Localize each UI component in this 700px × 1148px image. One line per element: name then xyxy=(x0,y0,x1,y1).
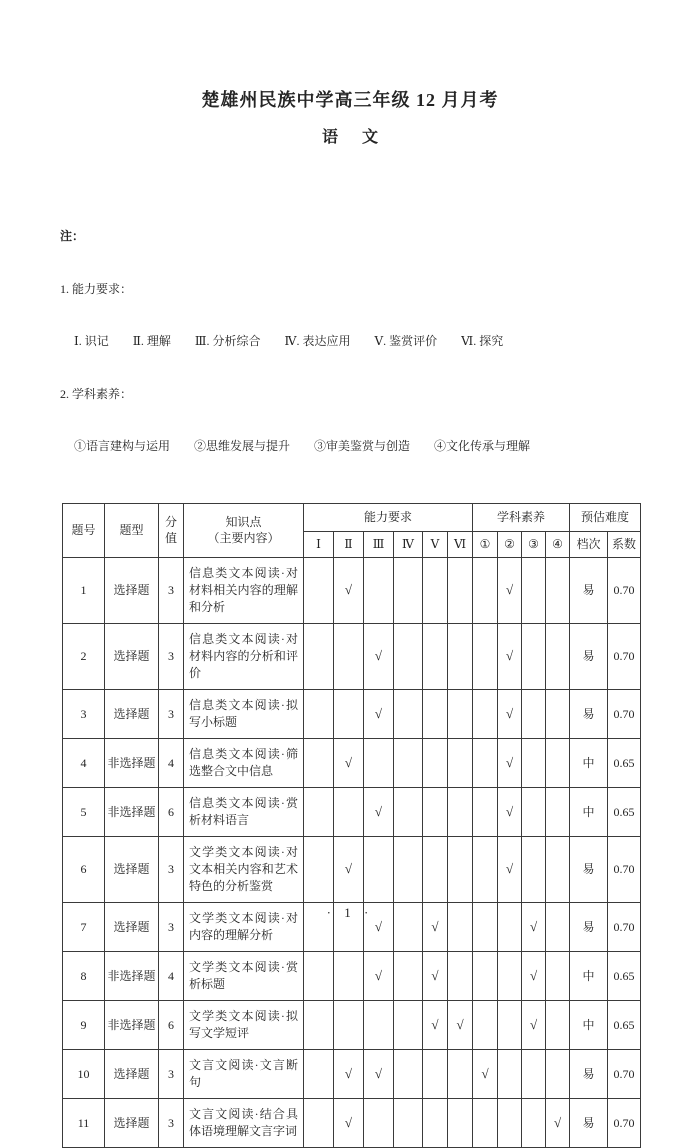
cell-difficulty-coefficient: 0.65 xyxy=(608,787,641,836)
cell-points: 3 xyxy=(159,1098,184,1147)
cell-question-type: 选择题 xyxy=(105,902,159,951)
cell-ability-4 xyxy=(394,1049,423,1098)
cell-ability-1 xyxy=(304,557,334,623)
cell-question-no: 4 xyxy=(63,738,105,787)
cell-literacy-4 xyxy=(546,1049,570,1098)
col-header-ability-4: Ⅳ xyxy=(394,531,423,557)
exam-blueprint-table xyxy=(62,503,641,1148)
cell-literacy-1 xyxy=(473,1000,498,1049)
cell-ability-6 xyxy=(448,1049,473,1098)
cell-ability-2 xyxy=(334,689,364,738)
cell-literacy-2: √ xyxy=(498,836,522,902)
cell-literacy-4 xyxy=(546,557,570,623)
cell-question-no: 8 xyxy=(63,951,105,1000)
cell-difficulty-level: 易 xyxy=(570,557,608,623)
cell-ability-4 xyxy=(394,689,423,738)
cell-difficulty-level: 易 xyxy=(570,902,608,951)
cell-ability-4 xyxy=(394,738,423,787)
cell-literacy-3 xyxy=(522,1098,546,1147)
cell-literacy-4 xyxy=(546,787,570,836)
cell-difficulty-coefficient: 0.70 xyxy=(608,557,641,623)
cell-question-type: 选择题 xyxy=(105,1098,159,1147)
cell-knowledge: 信息类文本阅读·赏析材料语言 xyxy=(184,787,304,836)
cell-ability-2 xyxy=(334,787,364,836)
cell-ability-6 xyxy=(448,623,473,689)
group-header-literacy: 学科素养 xyxy=(473,503,570,531)
cell-ability-5: √ xyxy=(423,1000,448,1049)
cell-difficulty-level: 易 xyxy=(570,1049,608,1098)
cell-knowledge: 文学类文本阅读·拟写文学短评 xyxy=(184,1000,304,1049)
page-number: · 1 · xyxy=(326,905,374,920)
cell-literacy-3 xyxy=(522,738,546,787)
cell-ability-1 xyxy=(304,1000,334,1049)
cell-difficulty-coefficient: 0.70 xyxy=(608,623,641,689)
cell-literacy-4 xyxy=(546,836,570,902)
col-header-ability-5: Ⅴ xyxy=(423,531,448,557)
cell-literacy-2 xyxy=(498,1098,522,1147)
cell-question-type: 选择题 xyxy=(105,836,159,902)
cell-ability-5 xyxy=(423,787,448,836)
table-row xyxy=(63,951,641,1000)
cell-knowledge: 文学类文本阅读·对内容的理解分析 xyxy=(184,902,304,951)
cell-literacy-3 xyxy=(522,689,546,738)
cell-difficulty-level: 易 xyxy=(570,836,608,902)
cell-ability-1 xyxy=(304,951,334,1000)
cell-knowledge: 文学类文本阅读·赏析标题 xyxy=(184,951,304,1000)
cell-literacy-1: √ xyxy=(473,1049,498,1098)
cell-difficulty-level: 中 xyxy=(570,951,608,1000)
cell-question-type: 非选择题 xyxy=(105,951,159,1000)
cell-ability-3: √ xyxy=(364,951,394,1000)
cell-literacy-3 xyxy=(522,1049,546,1098)
cell-ability-6 xyxy=(448,787,473,836)
cell-points: 3 xyxy=(159,623,184,689)
notes-literacy-title: 2. 学科素养： xyxy=(60,386,133,401)
cell-literacy-2 xyxy=(498,1000,522,1049)
cell-difficulty-coefficient: 0.70 xyxy=(608,689,641,738)
cell-difficulty-coefficient: 0.70 xyxy=(608,1049,641,1098)
cell-knowledge: 信息类文本阅读·对材料相关内容的理解和分析 xyxy=(184,557,304,623)
cell-literacy-2: √ xyxy=(498,738,522,787)
cell-question-no: 9 xyxy=(63,1000,105,1049)
cell-question-no: 10 xyxy=(63,1049,105,1098)
cell-question-no: 6 xyxy=(63,836,105,902)
table-row xyxy=(63,738,641,787)
cell-literacy-1 xyxy=(473,787,498,836)
col-header-literacy-1: ① xyxy=(473,531,498,557)
cell-points: 6 xyxy=(159,1000,184,1049)
cell-ability-1 xyxy=(304,623,334,689)
col-header-literacy-2: ② xyxy=(498,531,522,557)
col-header-literacy-4: ④ xyxy=(546,531,570,557)
cell-ability-1 xyxy=(304,1098,334,1147)
cell-ability-5 xyxy=(423,1098,448,1147)
cell-literacy-3 xyxy=(522,557,546,623)
cell-ability-3: √ xyxy=(364,623,394,689)
group-header-difficulty: 预估难度 xyxy=(570,503,641,531)
cell-ability-3 xyxy=(364,557,394,623)
table-row xyxy=(63,1000,641,1049)
cell-ability-2: √ xyxy=(334,836,364,902)
cell-ability-2: √ xyxy=(334,1049,364,1098)
cell-ability-5 xyxy=(423,738,448,787)
cell-ability-4 xyxy=(394,951,423,1000)
notes-label: 注： xyxy=(60,229,85,243)
col-header-difficulty-coefficient: 系数 xyxy=(608,531,641,557)
cell-literacy-2 xyxy=(498,1049,522,1098)
cell-literacy-3: √ xyxy=(522,1000,546,1049)
cell-difficulty-level: 易 xyxy=(570,623,608,689)
cell-difficulty-level: 中 xyxy=(570,787,608,836)
cell-ability-4 xyxy=(394,836,423,902)
cell-literacy-3 xyxy=(522,787,546,836)
cell-difficulty-coefficient: 0.65 xyxy=(608,951,641,1000)
col-header-question-type: 题型 xyxy=(105,503,159,557)
cell-ability-6 xyxy=(448,557,473,623)
cell-literacy-1 xyxy=(473,557,498,623)
cell-literacy-2: √ xyxy=(498,689,522,738)
cell-question-no: 3 xyxy=(63,689,105,738)
cell-ability-5: √ xyxy=(423,902,448,951)
cell-literacy-2: √ xyxy=(498,623,522,689)
cell-literacy-2: √ xyxy=(498,787,522,836)
cell-ability-4 xyxy=(394,557,423,623)
cell-ability-4 xyxy=(394,1098,423,1147)
cell-literacy-4 xyxy=(546,738,570,787)
cell-ability-4 xyxy=(394,787,423,836)
cell-question-type: 选择题 xyxy=(105,1049,159,1098)
cell-difficulty-coefficient: 0.65 xyxy=(608,1000,641,1049)
col-header-question-no: 题号 xyxy=(63,503,105,557)
cell-question-no: 11 xyxy=(63,1098,105,1147)
cell-ability-3 xyxy=(364,1098,394,1147)
cell-ability-2 xyxy=(334,1000,364,1049)
cell-ability-5 xyxy=(423,557,448,623)
cell-points: 6 xyxy=(159,787,184,836)
cell-ability-6 xyxy=(448,738,473,787)
cell-literacy-1 xyxy=(473,836,498,902)
cell-ability-4 xyxy=(394,1000,423,1049)
cell-question-type: 选择题 xyxy=(105,689,159,738)
cell-question-no: 5 xyxy=(63,787,105,836)
cell-difficulty-level: 中 xyxy=(570,738,608,787)
col-header-knowledge-line1: 知识点 xyxy=(225,515,262,529)
cell-difficulty-level: 易 xyxy=(570,1098,608,1147)
cell-question-no: 2 xyxy=(63,623,105,689)
cell-literacy-1 xyxy=(473,738,498,787)
cell-literacy-3 xyxy=(522,623,546,689)
cell-question-type: 选择题 xyxy=(105,557,159,623)
cell-literacy-4 xyxy=(546,1000,570,1049)
cell-ability-6 xyxy=(448,689,473,738)
table-row xyxy=(63,836,641,902)
cell-ability-1 xyxy=(304,689,334,738)
col-header-ability-1: Ⅰ xyxy=(304,531,334,557)
cell-points: 4 xyxy=(159,738,184,787)
page-title: 楚雄州民族中学高三年级 12 月月考 xyxy=(201,90,499,110)
cell-ability-5 xyxy=(423,623,448,689)
cell-literacy-3 xyxy=(522,836,546,902)
col-header-ability-2: Ⅱ xyxy=(334,531,364,557)
cell-points: 3 xyxy=(159,836,184,902)
group-header-ability: 能力要求 xyxy=(304,503,473,531)
table-row xyxy=(63,557,641,623)
cell-ability-1 xyxy=(304,836,334,902)
page-subtitle: 语 文 xyxy=(321,129,388,146)
cell-knowledge: 文言文阅读·文言断句 xyxy=(184,1049,304,1098)
cell-difficulty-coefficient: 0.70 xyxy=(608,836,641,902)
cell-ability-3 xyxy=(364,1000,394,1049)
cell-question-type: 非选择题 xyxy=(105,1000,159,1049)
cell-difficulty-coefficient: 0.65 xyxy=(608,738,641,787)
cell-question-type: 选择题 xyxy=(105,623,159,689)
cell-knowledge: 信息类文本阅读·拟写小标题 xyxy=(184,689,304,738)
col-header-knowledge-line2: （主要内容） xyxy=(207,531,280,545)
cell-ability-6 xyxy=(448,836,473,902)
cell-literacy-1 xyxy=(473,689,498,738)
cell-literacy-1 xyxy=(473,951,498,1000)
cell-literacy-4: √ xyxy=(546,1098,570,1147)
col-header-difficulty-level: 档次 xyxy=(570,531,608,557)
cell-literacy-1 xyxy=(473,1098,498,1147)
cell-points: 3 xyxy=(159,557,184,623)
cell-ability-3 xyxy=(364,836,394,902)
cell-ability-1 xyxy=(304,1049,334,1098)
cell-ability-1 xyxy=(304,787,334,836)
col-header-points: 分值 xyxy=(159,503,184,557)
cell-ability-3 xyxy=(364,738,394,787)
cell-points: 3 xyxy=(159,689,184,738)
cell-ability-3: √ xyxy=(364,902,394,951)
cell-points: 4 xyxy=(159,951,184,1000)
cell-ability-6 xyxy=(448,1098,473,1147)
cell-points: 3 xyxy=(159,902,184,951)
cell-question-no: 1 xyxy=(63,557,105,623)
cell-question-type: 非选择题 xyxy=(105,738,159,787)
notes-literacy-items: ①语言建构与运用 ②思维发展与提升 ③审美鉴赏与创造 ④文化传承与理解 xyxy=(74,439,531,453)
cell-ability-5 xyxy=(423,836,448,902)
cell-ability-2: √ xyxy=(334,557,364,623)
table-row xyxy=(63,1049,641,1098)
cell-ability-1 xyxy=(304,738,334,787)
cell-literacy-3: √ xyxy=(522,902,546,951)
cell-difficulty-level: 易 xyxy=(570,689,608,738)
table-row xyxy=(63,787,641,836)
cell-difficulty-coefficient: 0.70 xyxy=(608,1098,641,1147)
cell-ability-3: √ xyxy=(364,689,394,738)
notes-ability-items: Ⅰ. 识记 Ⅱ. 理解 Ⅲ. 分析综合 Ⅳ. 表达应用 Ⅴ. 鉴赏评价 Ⅵ. 探究 xyxy=(74,334,504,348)
table-row xyxy=(63,1098,641,1147)
header-row-groups xyxy=(63,503,641,531)
notes-section xyxy=(60,193,642,491)
cell-question-type: 非选择题 xyxy=(105,787,159,836)
cell-literacy-4 xyxy=(546,951,570,1000)
col-header-ability-3: Ⅲ xyxy=(364,531,394,557)
cell-knowledge: 信息类文本阅读·对材料内容的分析和评价 xyxy=(184,623,304,689)
cell-ability-2 xyxy=(334,623,364,689)
cell-literacy-2 xyxy=(498,951,522,1000)
cell-literacy-4 xyxy=(546,689,570,738)
table-row xyxy=(63,623,641,689)
cell-ability-4 xyxy=(394,623,423,689)
col-header-ability-6: Ⅵ xyxy=(448,531,473,557)
cell-literacy-1 xyxy=(473,623,498,689)
cell-ability-3: √ xyxy=(364,1049,394,1098)
cell-points: 3 xyxy=(159,1049,184,1098)
cell-question-no: 7 xyxy=(63,902,105,951)
cell-difficulty-coefficient: 0.70 xyxy=(608,902,641,951)
cell-literacy-2: √ xyxy=(498,557,522,623)
col-header-knowledge xyxy=(184,503,304,557)
table-row xyxy=(63,689,641,738)
cell-knowledge: 文言文阅读·结合具体语境理解文言字词 xyxy=(184,1098,304,1147)
cell-ability-3: √ xyxy=(364,787,394,836)
cell-ability-2 xyxy=(334,951,364,1000)
cell-ability-5 xyxy=(423,1049,448,1098)
cell-ability-2: √ xyxy=(334,1098,364,1147)
cell-knowledge: 文学类文本阅读·对文本相关内容和艺术特色的分析鉴赏 xyxy=(184,836,304,902)
cell-literacy-3: √ xyxy=(522,951,546,1000)
cell-ability-2: √ xyxy=(334,738,364,787)
cell-difficulty-level: 中 xyxy=(570,1000,608,1049)
cell-ability-6 xyxy=(448,951,473,1000)
cell-ability-5 xyxy=(423,689,448,738)
cell-knowledge: 信息类文本阅读·筛选整合文中信息 xyxy=(184,738,304,787)
cell-literacy-4 xyxy=(546,623,570,689)
notes-ability-title: 1. 能力要求： xyxy=(60,281,133,296)
cell-ability-6: √ xyxy=(448,1000,473,1049)
col-header-literacy-3: ③ xyxy=(522,531,546,557)
cell-ability-5: √ xyxy=(423,951,448,1000)
